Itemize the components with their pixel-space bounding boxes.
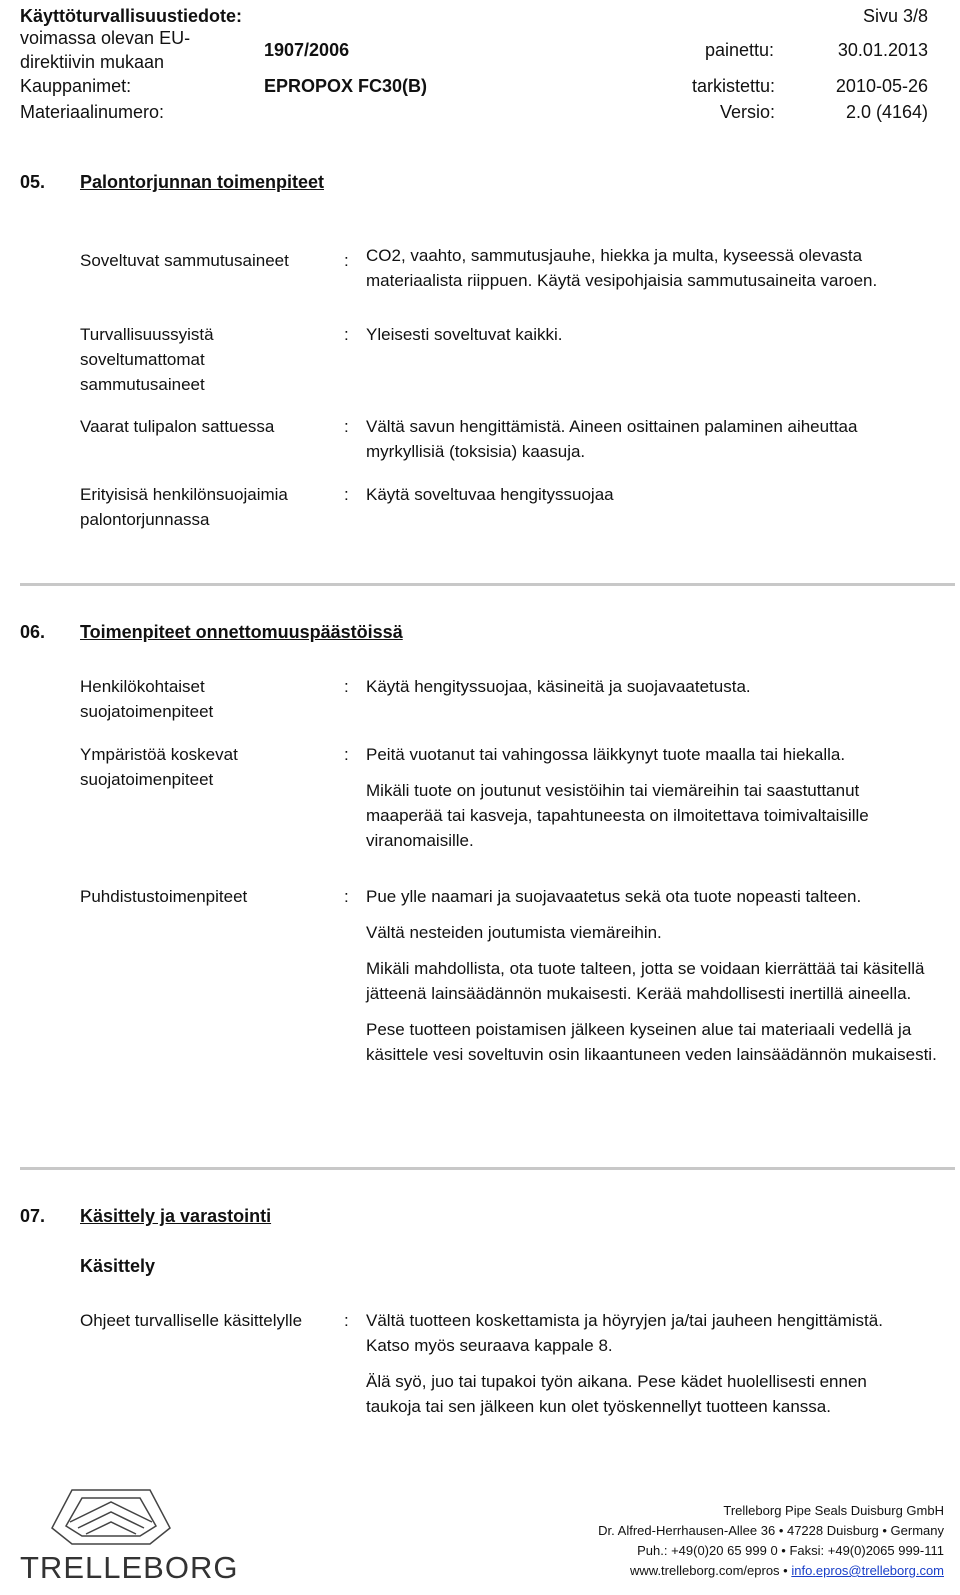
page-number: Sivu 3/8 bbox=[862, 6, 928, 26]
row-colon: : bbox=[344, 485, 349, 504]
regulation-line-2: direktiivin mukaan bbox=[20, 52, 165, 72]
row-colon: : bbox=[344, 887, 349, 906]
regulation-line-1: voimassa olevan EU- bbox=[20, 28, 191, 48]
row-label: Henkilökohtaiset suojatoimenpiteet bbox=[80, 677, 214, 721]
row-paragraph: Vältä nesteiden joutumista viemäreihin. bbox=[366, 923, 662, 942]
document-title: Käyttöturvallisuustiedote: bbox=[20, 6, 243, 26]
printed-label: painettu: bbox=[705, 40, 775, 60]
row-paragraph: Peitä vuotanut tai vahingossa läikkynyt tuote maalla tai hiekalla. bbox=[366, 745, 846, 764]
row-label: Puhdistustoimenpiteet bbox=[80, 887, 248, 906]
row-label: Soveltuvat sammutusaineet bbox=[80, 251, 289, 270]
section-05-heading bbox=[20, 170, 325, 195]
row-value bbox=[366, 1308, 926, 1430]
section-06-heading bbox=[20, 620, 403, 645]
row-value bbox=[366, 243, 946, 304]
row-paragraph: Yleisesti soveltuvat kaikki. bbox=[366, 325, 563, 344]
row-colon: : bbox=[344, 745, 349, 764]
section-07-subheading: Käsittely bbox=[80, 1256, 156, 1276]
footer-website: www.trelleborg.com/epros bbox=[630, 1563, 780, 1578]
footer-address: Dr. Alfred-Herrhausen-Allee 36 • 47228 Duisburg • Germany bbox=[598, 1523, 944, 1538]
trelleborg-logo bbox=[20, 1484, 239, 1588]
checked-label: tarkistettu: bbox=[692, 76, 776, 96]
trade-names-label: Kauppanimet: bbox=[20, 76, 132, 96]
section-06-number: 06. bbox=[20, 622, 46, 642]
row-value bbox=[366, 674, 946, 710]
row-label: Vaarat tulipalon sattuessa bbox=[80, 417, 275, 436]
section-divider bbox=[20, 583, 955, 586]
logo-wordmark: TRELLEBORG bbox=[20, 1550, 239, 1585]
row-paragraph: Pue ylle naamari ja suojavaatetus sekä ota tuote nopeasti talteen. bbox=[366, 887, 862, 906]
row-value bbox=[366, 742, 916, 864]
row-label: Erityisisä henkilönsuojaimia palontorjunnassa bbox=[80, 485, 288, 529]
section-divider bbox=[20, 1167, 955, 1170]
footer-web-line bbox=[630, 1562, 944, 1580]
section-07-number: 07. bbox=[20, 1206, 46, 1226]
row-colon: : bbox=[344, 417, 349, 436]
row-value bbox=[366, 884, 946, 1078]
row-value bbox=[366, 482, 946, 518]
section-05-number: 05. bbox=[20, 172, 46, 192]
printed-date: 30.01.2013 bbox=[837, 40, 928, 60]
section-05-title: Palontorjunnan toimenpiteet bbox=[80, 172, 325, 192]
footer-separator: • bbox=[779, 1563, 792, 1578]
row-paragraph: Vältä savun hengittämistä. Aineen osittainen palaminen aiheuttaa myrkyllisiä (toksisia) kaasuja. bbox=[366, 417, 858, 461]
row-paragraph: Käytä hengityssuojaa, käsineitä ja suojavaatetusta. bbox=[366, 677, 751, 696]
version-label: Versio: bbox=[720, 102, 776, 122]
row-paragraph: Pese tuotteen poistamisen jälkeen kyseinen alue tai materiaali vedellä ja käsittele vesi soveltuvin osin likaantuneen veden lainsäädännön mukaisesti. bbox=[366, 1020, 937, 1064]
footer-company: Trelleborg Pipe Seals Duisburg GmbH bbox=[723, 1503, 944, 1518]
trade-name: EPROPOX FC30(B) bbox=[264, 76, 428, 96]
regulation-number: 1907/2006 bbox=[264, 40, 350, 60]
row-value bbox=[366, 322, 946, 358]
row-paragraph: CO2, vaahto, sammutusjauhe, hiekka ja multa, kyseessä olevasta materiaalista riippuen. Käytä vesipohjaisia sammutusaineita varoen. bbox=[366, 246, 878, 290]
row-colon: : bbox=[344, 325, 349, 344]
row-paragraph: Mikäli mahdollista, ota tuote talteen, jotta se voidaan kierrättää tai käsitellä jätteenä lainsäädännön mukaisesti. Kerää mahdollisesti inertillä aineella. bbox=[366, 959, 925, 1003]
version-value: 2.0 (4164) bbox=[845, 102, 928, 122]
row-label: Turvallisuussyistä soveltumattomat sammutusaineet bbox=[80, 325, 214, 394]
row-label: Ympäristöä koskevat suojatoimenpiteet bbox=[80, 745, 238, 789]
section-07-title: Käsittely ja varastointi bbox=[80, 1206, 272, 1226]
section-06-title: Toimenpiteet onnettomuuspäästöissä bbox=[80, 622, 403, 642]
checked-date: 2010-05-26 bbox=[835, 76, 928, 96]
row-paragraph: Mikäli tuote on joutunut vesistöihin tai viemäreihin tai saastuttanut maaperää tai kasveja, tapahtuneesta on ilmoitettava toimivaltaisille viranomaisille. bbox=[366, 781, 869, 850]
row-paragraph: Käytä soveltuvaa hengityssuojaa bbox=[366, 485, 614, 504]
row-value bbox=[366, 414, 906, 475]
row-label: Ohjeet turvalliselle käsittelylle bbox=[80, 1311, 303, 1330]
section-07-heading bbox=[20, 1204, 272, 1229]
row-paragraph: Älä syö, juo tai tupakoi työn aikana. Pese kädet huolellisesti ennen taukoja tai sen jälkeen kun olet työskennellyt tuotteen kanssa. bbox=[366, 1372, 867, 1416]
row-colon: : bbox=[344, 677, 349, 696]
row-paragraph: Vältä tuotteen koskettamista ja höyryjen ja/tai jauheen hengittämistä. Katso myös seuraava kappale 8. bbox=[366, 1311, 883, 1355]
footer-email-link[interactable]: info.epros@trelleborg.com bbox=[791, 1563, 944, 1578]
row-colon: : bbox=[344, 251, 349, 270]
row-colon: : bbox=[344, 1311, 349, 1330]
material-number-label: Materiaalinumero: bbox=[20, 102, 165, 122]
footer-phone: Puh.: +49(0)20 65 999 0 • Faksi: +49(0)2065 999-111 bbox=[637, 1543, 944, 1558]
